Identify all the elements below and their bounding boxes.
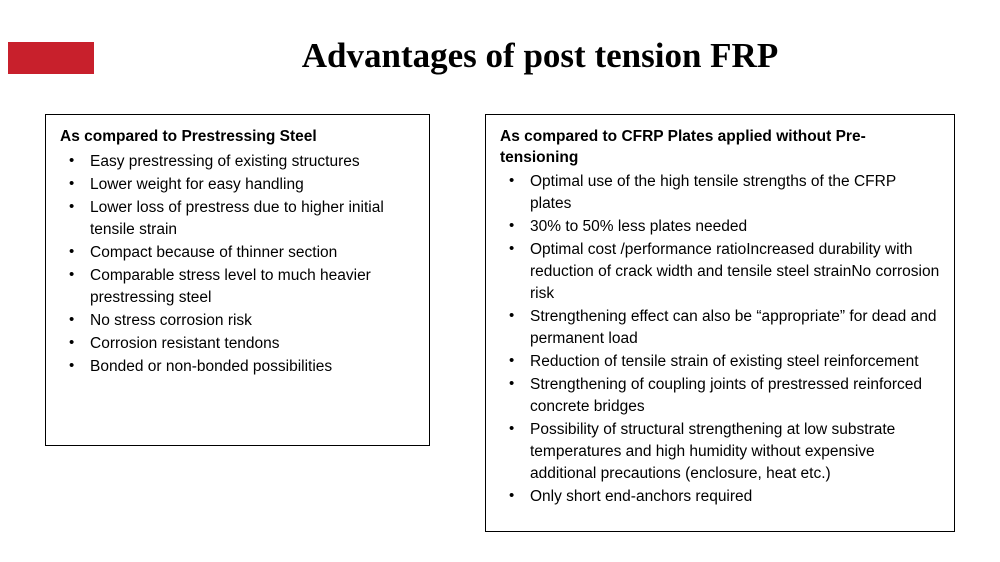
- list-item: • Bonded or non-bonded possibilities: [60, 356, 415, 378]
- right-box-heading: As compared to CFRP Plates applied without Pre-tensioning: [500, 128, 866, 166]
- list-item: • Easy prestressing of existing structures: [60, 151, 415, 173]
- list-item: • Strengthening effect can also be “appropriate” for dead and permanent load: [500, 306, 940, 350]
- list-item: • No stress corrosion risk: [60, 310, 415, 332]
- list-item: • Possibility of structural strengthening at low substrate temperatures and high humidity without expensive additional precautions (enclosure, heat etc.): [500, 419, 940, 485]
- list-item: • Lower loss of prestress due to higher initial tensile strain: [60, 197, 415, 241]
- left-content-box: [45, 114, 430, 446]
- list-item: • Reduction of tensile strain of existing steel reinforcement: [500, 351, 940, 373]
- list-item: • Optimal use of the high tensile strengths of the CFRP plates: [500, 171, 940, 215]
- left-box-heading: As compared to Prestressing Steel: [60, 128, 317, 145]
- list-item: • Comparable stress level to much heavier prestressing steel: [60, 265, 415, 309]
- list-item: • Compact because of thinner section: [60, 242, 415, 264]
- list-item: • Strengthening of coupling joints of prestressed reinforced concrete bridges: [500, 374, 940, 418]
- list-item: • Optimal cost /performance ratioIncreased durability with reduction of crack width and tensile steel strainNo corrosion risk: [500, 239, 940, 305]
- title-accent-bar: [8, 42, 94, 74]
- list-item: • Lower weight for easy handling: [60, 174, 415, 196]
- right-bullet-list: [500, 171, 940, 508]
- list-item: • 30% to 50% less plates needed: [500, 216, 940, 238]
- right-content-box: [485, 114, 955, 532]
- list-item: • Corrosion resistant tendons: [60, 333, 415, 355]
- list-item: • Only short end-anchors required: [500, 486, 940, 508]
- page-title: Advantages of post tension FRP: [301, 36, 779, 75]
- left-bullet-list: [60, 151, 415, 378]
